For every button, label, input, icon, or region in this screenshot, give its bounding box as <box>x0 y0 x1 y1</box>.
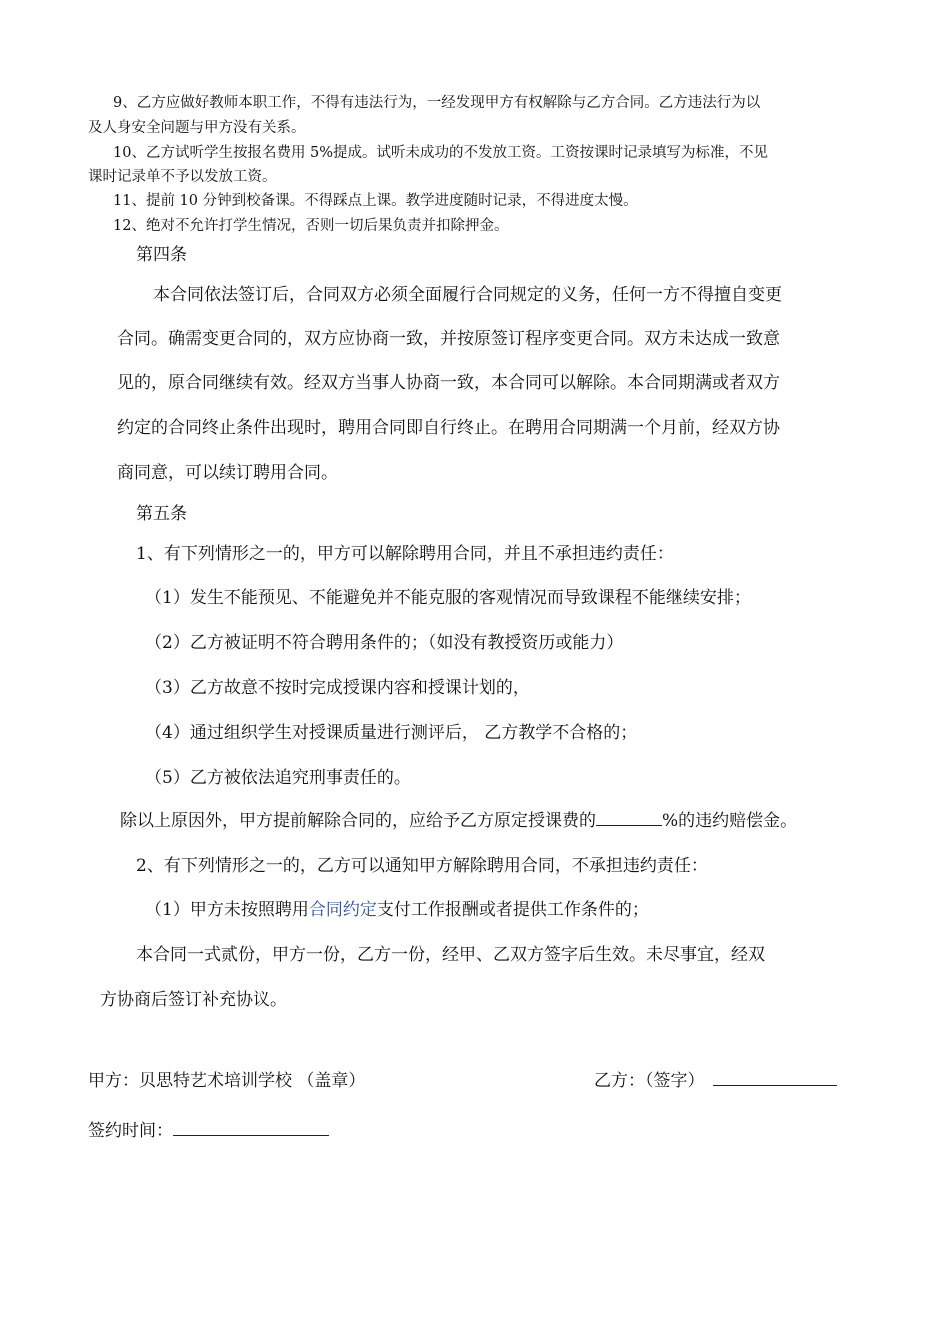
closing-line-2: 方协商后签订补充协议。 <box>100 990 287 1010</box>
clause-11: 11、提前 10 分钟到校备课。不得踩点上课。教学进度随时记录，不得进度太慢。 <box>113 193 638 209</box>
item-2-sub-text-before: （1）甲方未按照聘用 <box>145 900 309 920</box>
clause-10-line-2: 课时记录单不予以发放工资。 <box>88 169 277 185</box>
clause-10-line-1: 10、乙方试听学生按报名费用 5%提成。试听未成功的不发放工资。工资按课时记录填写为标准，不见 <box>113 145 769 161</box>
party-b-signature-blank[interactable] <box>713 1084 837 1086</box>
article-5-item-1: 1、有下列情形之一的，甲方可以解除聘用合同，并且不承担违约责任： <box>136 544 674 564</box>
party-b-label: 乙方：（签字） <box>594 1071 705 1091</box>
article-4-line-5: 商同意，可以续订聘用合同。 <box>117 463 338 483</box>
article-5-item-2-sub-1 <box>145 895 649 920</box>
article-5-item-2: 2、有下列情形之一的，乙方可以通知甲方解除聘用合同，不承担违约责任： <box>136 856 708 876</box>
article-4-line-2: 合同。确需变更合同的，双方应协商一致，并按原签订程序变更合同。双方未达成一致意 <box>117 329 780 349</box>
article-4-line-4: 约定的合同终止条件出现时，聘用合同即自行终止。在聘用合同期满一个月前，经双方协 <box>117 418 780 438</box>
item-2-sub-text-after: 支付工作报酬或者提供工作条件的； <box>376 900 649 920</box>
article-5-heading: 第五条 <box>136 504 187 524</box>
article-5-item-1-sub-3: （3）乙方故意不按时完成授课内容和授课计划的， <box>145 678 530 698</box>
closing-line-1: 本合同一式贰份，甲方一份，乙方一份，经甲、乙双方签字后生效。未尽事宜，经双 <box>136 945 765 965</box>
article-5-item-1-sub-1: （1）发生不能预见、不能避免并不能克服的客观情况而导致课程不能继续安排； <box>145 588 751 608</box>
article-5-item-1-sub-2: （2）乙方被证明不符合聘用条件的；（如没有教授资历或能力） <box>145 633 624 653</box>
party-b-signature <box>594 1066 837 1091</box>
signing-date-label: 签约时间： <box>88 1121 173 1141</box>
signing-date <box>88 1116 329 1141</box>
clause-12: 12、绝对不允许打学生情况，否则一切后果负责并扣除押金。 <box>113 218 509 234</box>
penalty-text-before: 除以上原因外，甲方提前解除合同的，应给予乙方原定授课费的 <box>120 811 596 831</box>
article-5-item-1-sub-4: （4）通过组织学生对授课质量进行测评后， 乙方教学不合格的； <box>145 723 638 743</box>
clause-9-line-1: 9、乙方应做好教师本职工作，不得有违法行为，一经发现甲方有权解除与乙方合同。乙方违法行为以 <box>113 95 761 111</box>
article-4-line-3: 见的，原合同继续有效。经双方当事人协商一致，本合同可以解除。本合同期满或者双方 <box>117 373 780 393</box>
article-5-item-1-sub-5: （5）乙方被依法追究刑事责任的。 <box>145 768 411 788</box>
article-4-line-1: 本合同依法签订后，合同双方必须全面履行合同规定的义务，任何一方不得擅自变更 <box>153 285 782 305</box>
penalty-clause <box>120 806 797 831</box>
party-a-signature: 甲方：贝思特艺术培训学校 （盖章） <box>88 1071 366 1091</box>
penalty-text-after: %的违约赔偿金。 <box>662 811 798 831</box>
penalty-percent-blank[interactable] <box>596 824 662 826</box>
signing-date-blank[interactable] <box>173 1134 329 1136</box>
contract-agreement-link[interactable]: 合同约定 <box>308 900 377 920</box>
article-4-heading: 第四条 <box>136 245 187 265</box>
clause-9-line-2: 及人身安全问题与甲方没有关系。 <box>88 120 306 136</box>
